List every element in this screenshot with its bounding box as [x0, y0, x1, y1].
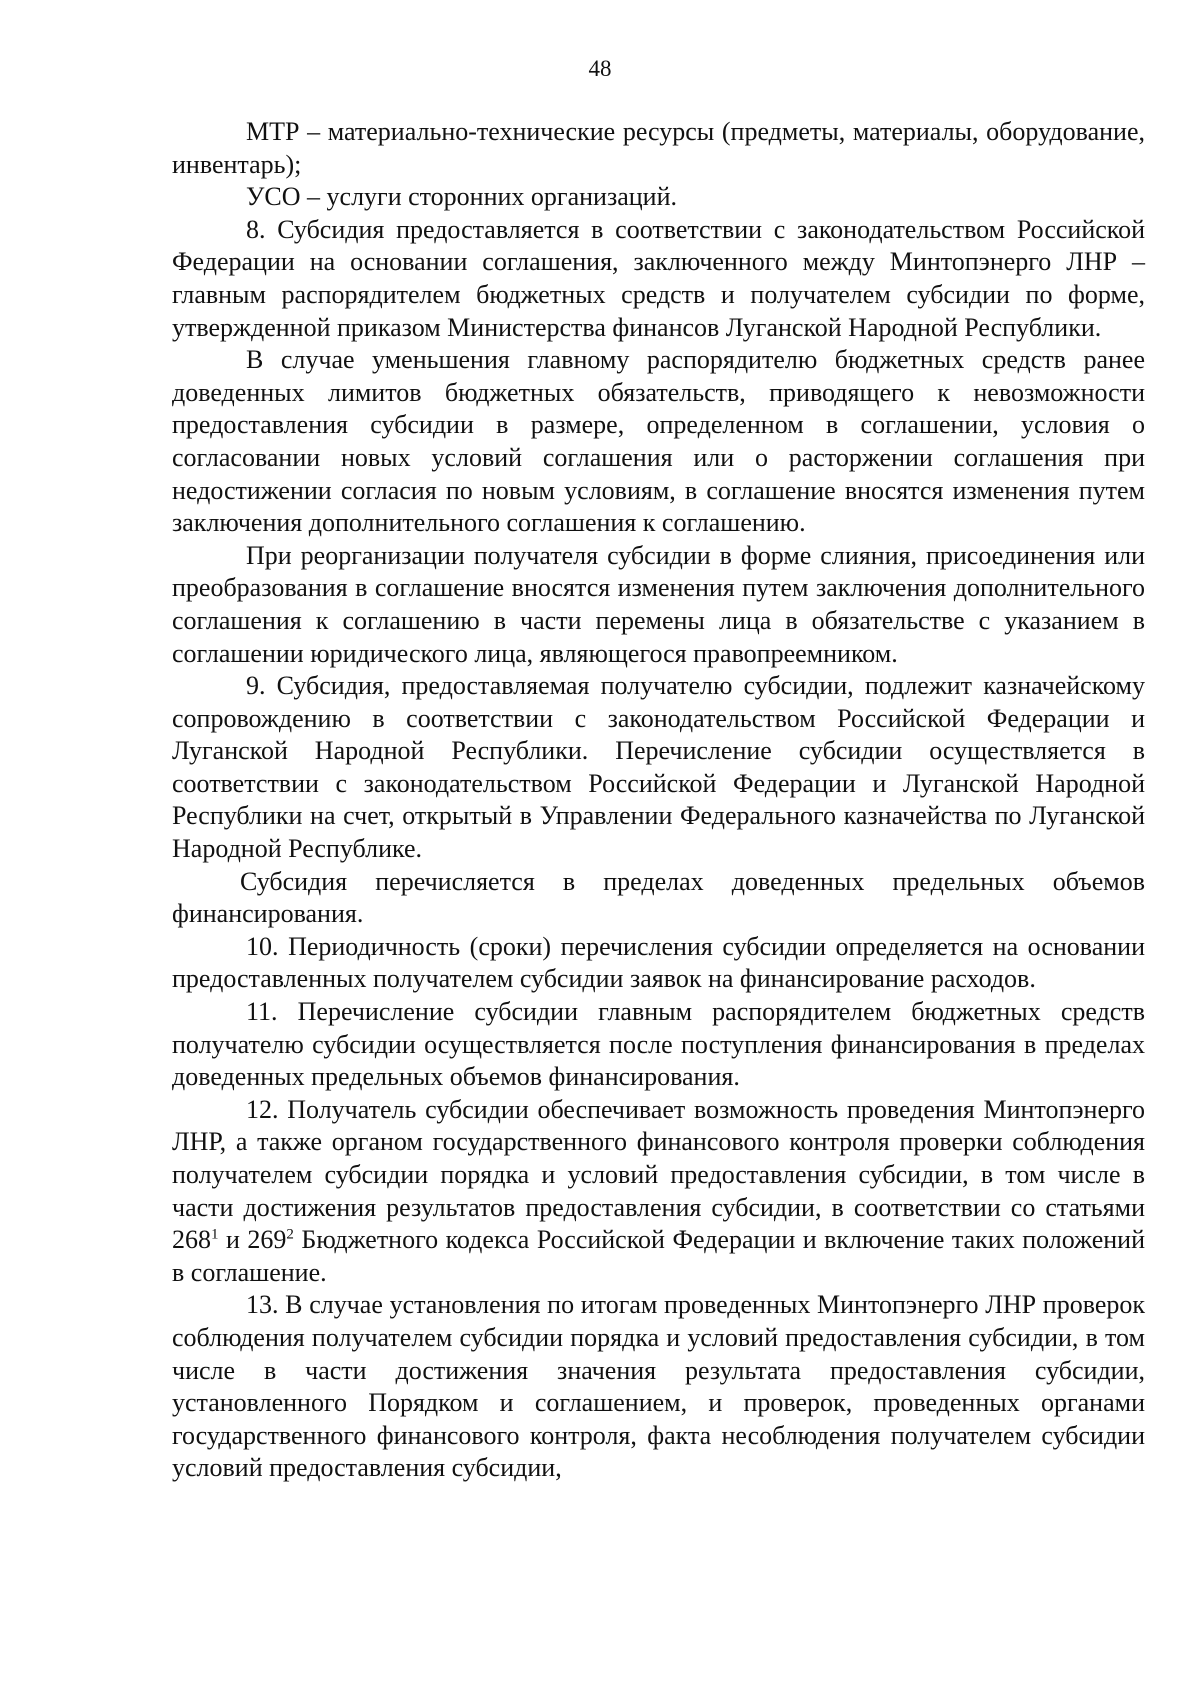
paragraph-reorganization: При реорганизации получателя субсидии в форме слияния, присоединения или преобразования в соглашение вносятся изменения путем заключения дополнительного соглашения к соглашению в части перемены лица в обязательстве с указанием в соглашении юридического лица, являющегося правопреемником. [172, 540, 1145, 668]
paragraph-budget-reduction: В случае уменьшения главному распорядителю бюджетных средств ранее доведенных лимитов бюджетных обязательств, приводящего к невозможности предоставления субсидии в размере, определенном в соглашении, условия о согласовании новых условий соглашения или о расторжении соглашения при недостижении согласия по новым условиям, в соглашение вносятся изменения путем заключения дополнительного соглашения к соглашению. [172, 345, 1145, 538]
paragraph-uso-definition: УСО – услуги сторонних организаций. [246, 182, 678, 212]
article-268-superscript: 1 [211, 1226, 219, 1243]
paragraph-clause-8: 8. Субсидия предоставляется в соответствии с законодательством Российской Федерации на основании соглашения, заключенного между Минтопэнерго ЛНР – главным распорядителем бюджетных средств и получателем субсидии по форме, утвержденной приказом Министерства финансов Луганской Народной Республики. [172, 214, 1145, 342]
clause-12-text-end: Бюджетного кодекса Российской Федерации и включение таких положений в соглашение. [172, 1225, 1145, 1287]
paragraph-clause-13: 13. В случае установления по итогам проведенных Минтопэнерго ЛНР проверок соблюдения получателем субсидии порядка и условий предоставления субсидии, в том числе в части достижения значения результата предоставления субсидии, установленного Порядком и соглашением, и проверок, проведенных органами государственного финансового контроля, факта несоблюдения получателем субсидии условий предоставления субсидии, [172, 1290, 1145, 1483]
article-269-superscript: 2 [286, 1226, 294, 1243]
paragraph-clause-10: 10. Периодичность (сроки) перечисления субсидии определяется на основании предоставленных получателем субсидии заявок на финансирование расходов. [172, 931, 1145, 994]
page-number: 48 [588, 56, 612, 81]
clause-12-text-middle: и 269 [218, 1225, 287, 1255]
clause-12-text-start: 12. Получатель субсидии обеспечивает возможность проведения Минтопэнерго ЛНР, а также органом государственного финансового контроля проверки соблюдения получателем субсидии порядка и условий предоставления субсидии, в том числе в части достижения результатов предоставления субсидии, в соответствии со статьями 268 [172, 1094, 1145, 1255]
paragraph-clause-9: 9. Субсидия, предоставляемая получателю субсидии, подлежит казначейскому сопровождению в соответствии с законодательством Российской Федерации и Луганской Народной Республики. Перечисление субсидии осуществляется в соответствии с законодательством Российской Федерации и Луганской Народной Республики на счет, открытый в Управлении Федерального казначейства по Луганской Народной Республике. [172, 671, 1145, 864]
paragraph-clause-12 [172, 1094, 1145, 1290]
paragraph-mtr-definition: МТР – материально-технические ресурсы (предметы, материалы, оборудование, инвентарь); [172, 117, 1145, 179]
document-body [172, 116, 1145, 1485]
paragraph-subsidy-transfer-limits: Субсидия перечисляется в пределах доведенных предельных объемов финансирования. [172, 866, 1145, 929]
paragraph-clause-11: 11. Перечисление субсидии главным распорядителем бюджетных средств получателю субсидии осуществляется после поступления финансирования в пределах доведенных предельных объемов финансирования. [172, 997, 1145, 1092]
